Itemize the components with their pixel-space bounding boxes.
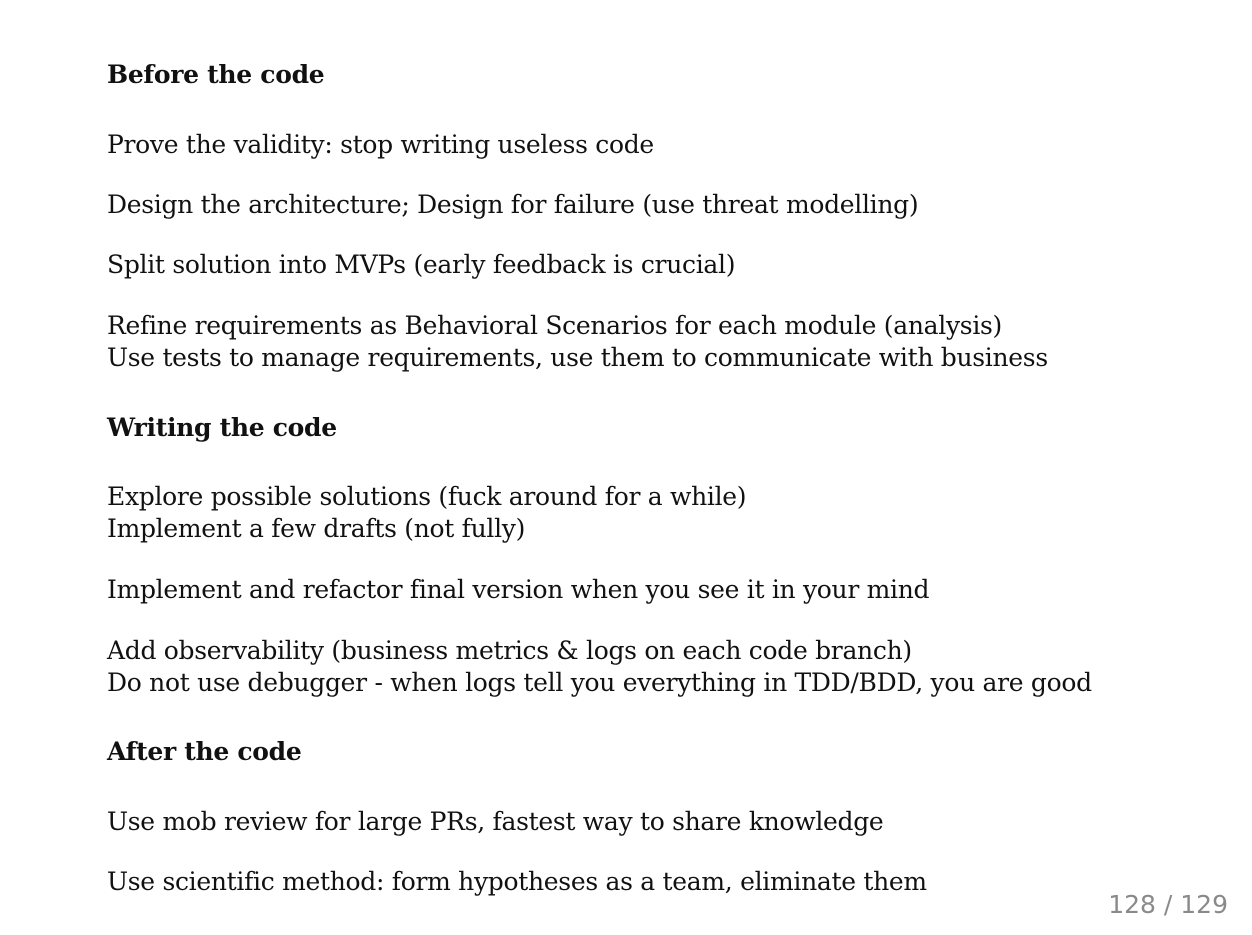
paragraph xyxy=(107,866,927,898)
paragraph xyxy=(107,189,918,221)
paragraph xyxy=(107,574,929,606)
paragraph-line: Implement a few drafts (not fully) xyxy=(107,514,526,543)
section-heading-writing-the-code: Writing the code xyxy=(107,413,337,442)
paragraph-line: Design the architecture; Design for failure (use threat modelling) xyxy=(107,190,919,219)
paragraph-line: Explore possible solutions (fuck around for a while) xyxy=(107,482,747,511)
paragraph-line: Implement and refactor final version when you see it in your mind xyxy=(107,575,930,604)
paragraph-line: Refine requirements as Behavioral Scenarios for each module (analysis) xyxy=(107,311,1002,340)
section-heading-after-the-code: After the code xyxy=(107,737,302,766)
paragraph-line: Split solution into MVPs (early feedback is crucial) xyxy=(107,250,736,279)
paragraph-line: Add observability (business metrics & logs on each code branch) xyxy=(107,636,912,665)
paragraph xyxy=(107,481,746,545)
paragraph xyxy=(107,249,735,281)
paragraph xyxy=(107,806,883,838)
paragraph xyxy=(107,129,654,161)
paragraph-line: Do not use debugger - when logs tell you everything in TDD/BDD, you are good xyxy=(107,668,1092,697)
paragraph-line: Use tests to manage requirements, use them to communicate with business xyxy=(107,343,1048,372)
paragraph xyxy=(107,310,1048,374)
page-number: 128 / 129 xyxy=(1108,890,1228,919)
paragraph-line: Use scientific method: form hypotheses as a team, eliminate them xyxy=(107,867,927,896)
section-heading-before-the-code: Before the code xyxy=(107,60,325,89)
paragraph-line: Prove the validity: stop writing useless code xyxy=(107,130,654,159)
paragraph-line: Use mob review for large PRs, fastest way to share knowledge xyxy=(107,807,884,836)
paragraph xyxy=(107,635,1092,699)
